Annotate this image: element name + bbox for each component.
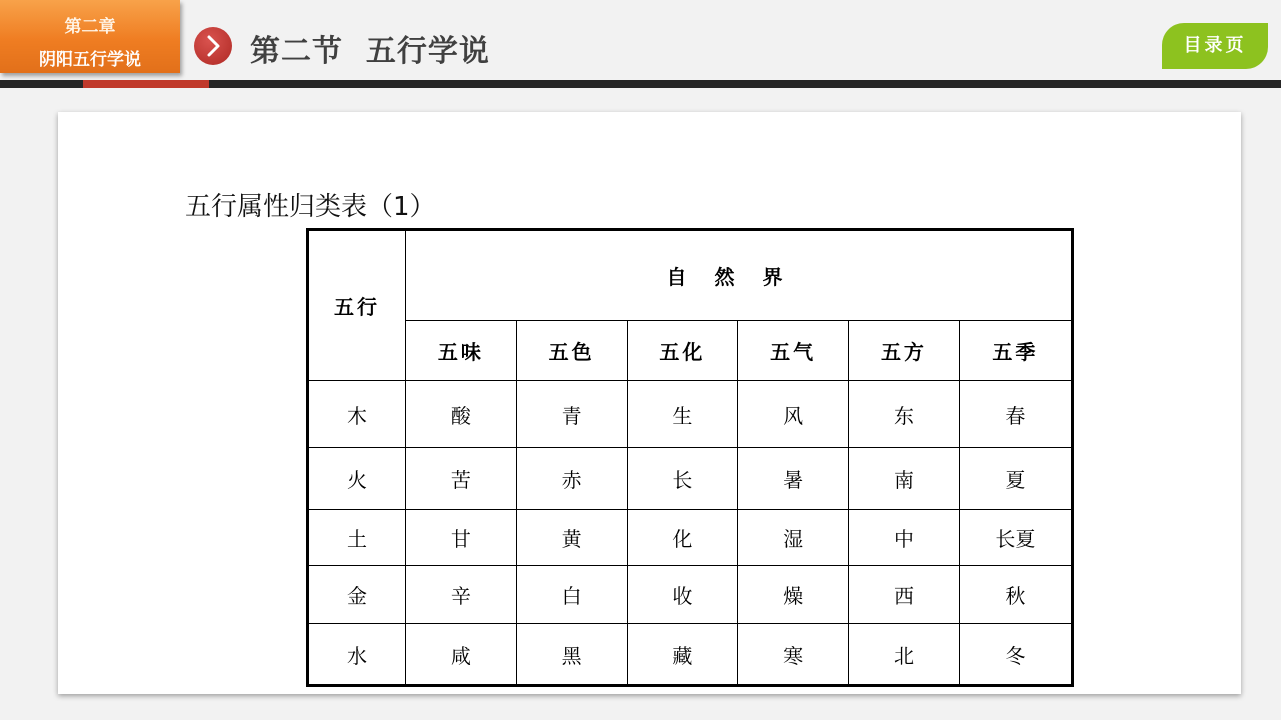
table-cell: 西 bbox=[849, 566, 960, 624]
header-divider-accent bbox=[83, 80, 209, 88]
element-cell: 火 bbox=[308, 448, 406, 510]
table-cell: 暑 bbox=[738, 448, 849, 510]
table-row bbox=[308, 448, 1073, 510]
column-header: 五味 bbox=[406, 321, 517, 381]
table-cell: 夏 bbox=[959, 448, 1072, 510]
table-cell: 生 bbox=[627, 381, 738, 448]
table-cell: 秋 bbox=[959, 566, 1072, 624]
chapter-tab[interactable] bbox=[0, 0, 180, 73]
table-cell: 湿 bbox=[738, 510, 849, 566]
table-cell: 黑 bbox=[516, 624, 627, 686]
table-cell: 春 bbox=[959, 381, 1072, 448]
table-cell: 甘 bbox=[406, 510, 517, 566]
column-header: 五气 bbox=[738, 321, 849, 381]
table-cell: 白 bbox=[516, 566, 627, 624]
element-cell: 木 bbox=[308, 381, 406, 448]
table-header-row bbox=[308, 230, 1073, 321]
table-row bbox=[308, 566, 1073, 624]
table-cell: 酸 bbox=[406, 381, 517, 448]
table-cell: 冬 bbox=[959, 624, 1072, 686]
table-cell: 咸 bbox=[406, 624, 517, 686]
column-header: 五色 bbox=[516, 321, 627, 381]
element-cell: 土 bbox=[308, 510, 406, 566]
table-cell: 北 bbox=[849, 624, 960, 686]
section-title: 第二节 五行学说 bbox=[250, 34, 490, 69]
chapter-label: 第二章 bbox=[64, 17, 116, 37]
table-cell: 赤 bbox=[516, 448, 627, 510]
chevron-right-icon bbox=[194, 27, 232, 65]
table-cell: 东 bbox=[849, 381, 960, 448]
row-header-cell: 五行 bbox=[308, 230, 406, 381]
table-cell: 收 bbox=[627, 566, 738, 624]
toc-button[interactable]: 目录页 bbox=[1162, 23, 1268, 69]
table-cell: 风 bbox=[738, 381, 849, 448]
table-column-header-row bbox=[308, 321, 1073, 381]
table-row bbox=[308, 510, 1073, 566]
column-header: 五方 bbox=[849, 321, 960, 381]
table-cell: 化 bbox=[627, 510, 738, 566]
table-cell: 长 bbox=[627, 448, 738, 510]
five-elements-table bbox=[306, 228, 1074, 687]
table-cell: 南 bbox=[849, 448, 960, 510]
table-cell: 苦 bbox=[406, 448, 517, 510]
column-header: 五化 bbox=[627, 321, 738, 381]
chapter-title: 阴阳五行学说 bbox=[39, 50, 141, 70]
table-row bbox=[308, 381, 1073, 448]
table-cell: 燥 bbox=[738, 566, 849, 624]
table-cell: 黄 bbox=[516, 510, 627, 566]
group-header-cell: 自然界 bbox=[406, 230, 1073, 321]
table-caption: 五行属性归类表（1） bbox=[185, 192, 436, 222]
table-cell: 辛 bbox=[406, 566, 517, 624]
element-cell: 水 bbox=[308, 624, 406, 686]
column-header: 五季 bbox=[959, 321, 1072, 381]
table-cell: 寒 bbox=[738, 624, 849, 686]
table-cell: 长夏 bbox=[959, 510, 1072, 566]
element-cell: 金 bbox=[308, 566, 406, 624]
table-row bbox=[308, 624, 1073, 686]
table-cell: 藏 bbox=[627, 624, 738, 686]
table-cell: 青 bbox=[516, 381, 627, 448]
table-cell: 中 bbox=[849, 510, 960, 566]
